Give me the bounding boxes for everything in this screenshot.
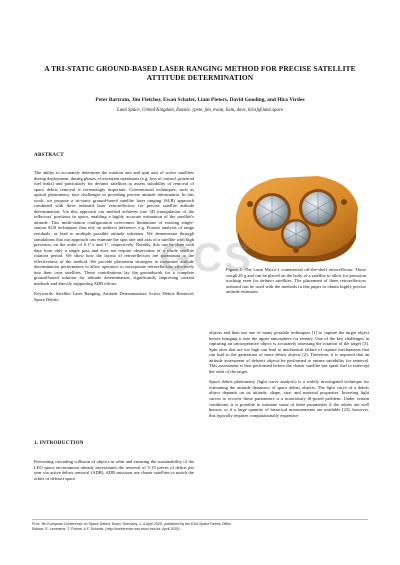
author-list: Peter Bartram, Jim Fletcher, Ewan Schafer, Liam Pieters, David Gooding, and Hira Virdee <box>95 97 305 103</box>
abstract-heading: ABSTRACT <box>34 152 64 158</box>
right-paragraph-2: Space debris photometry (light curve analysis) is a widely investigated technique for estimating the attitude dynamics of space debris objects. The light curve of a debris object depends on its attitude, shape, size, and material properties. Inverting light curves to recover these parameters is a notoriously ill-posed problem. Under certain conditions, it is possible to estimate some of these parameters if the others are well known, or if a large quantity of historical measurements are available [23], however, this typically requires computationally expensive <box>209 379 369 418</box>
watermark: GCS <box>160 236 253 280</box>
abstract-text: The ability to accurately determine the rotation rate and spin axis of active satellites during deployment, during phases of uncertain operations (e.g. loss of control, potential fuel leaks) and particularly for defunct satellites to assess suitability of removal of space debris removal is increasingly important. Conventional techniques, such as optical photometry, face challenges in providing precise attitude information. In this work, we propose a tri-static ground-based satellite laser ranging (SLR) approach combined with three onboard laser retroreflectors for precise satellite attitude determination. Via this approach our method achieves true 3D triangulation of the reflectors' positions in space, enabling a highly accurate estimation of the satellite's attitude. This multi-station configuration overcomes limitations of existing single-station SLR techniques that rely on indirect inference, e.g. Fourier analysis of range residuals, or lead to multiple possible attitude solutions. We demonstrate through simulations that our approach can estimate the spin rate and axis of a satellite with high precision, on the order of 0.1°/s and 1°, respectively. Notably, this can be done with data from only a single pass and does not require observation of a whole satellite rotation period. We show how the layout of retroreflectors are paramount to the effectiveness of the method. We provide placement strategies to maximize attitude determination performance to allow operators to incorporate retroreflectors effectively into their own satellites. These contributions lay the groundwork for a complete ground-based solution for attitude determination, significantly improving current methods and directly supporting ADR efforts. <box>34 170 194 286</box>
figure-caption: Figure 1: The Lumi Micro-1 commercial off-the-shelf retroreflector. These weigh 20 g and can be placed on the body of a satellite to allow for precision tracking even for defunct satellites. The placement of three retroreflectors onboard can be used with the methods in this paper to obtain highly precise attitude estimates. <box>226 267 366 295</box>
footer-line-2: Editors: S. Lemmens, T. Flohrer & F. Schmitz, (http://conference.sdo.esoc.esa.int, April 2025) <box>32 527 180 531</box>
footer <box>32 522 372 532</box>
footer-rule <box>32 519 368 520</box>
affiliation: Lumi Space, United Kingdom, Emails: {pete, jim, ewan, liam, dave, hira}@lumi.space <box>117 108 283 113</box>
footer-line-1: Proc. 9th European Conference on Space Debris, Bonn, Germany, 1–4 April 2025, published by the ESA Space Debris Office <box>32 522 232 526</box>
keywords: Keywords: Satellite Laser Ranging; Attitude Determination; Active Debris Removal; Space Debris. <box>34 291 194 303</box>
right-column <box>209 330 369 423</box>
paper-title: A TRI-STATIC GROUND-BASED LASER RANGING METHOD FOR PRECISE SATELLITE ATTITUDE DETERMINATION <box>44 64 356 82</box>
intro-heading: 1. INTRODUCTION <box>34 440 84 446</box>
intro-text: Preventing cascading collision of objects in orbit and ensuring the sustainability of the LEO space environment already necessitates the removal of 5-10 pieces of debris per year via active debris removal (ADR). ADR missions use chaser satellites to match the orbits of defunct space <box>34 459 194 481</box>
right-paragraph-1: objects and then use one of many possible techniques [1] to capture the target object before bringing it into the upper atmosphere for reentry. One of the key challenges in capturing an uncooperative object is accurately assessing the rotation of the target [3]. Spin rates that are too high can lead to mechanical failure of capture mechanisms that can lead to the generation of more debris objects [2]. Therefore, it is required that an attitude assessment of defunct objects be performed to ensure suitability for removal. This assessment is best performed before the chaser satellite has spent fuel to intercept the orbit of the target. <box>209 330 369 374</box>
